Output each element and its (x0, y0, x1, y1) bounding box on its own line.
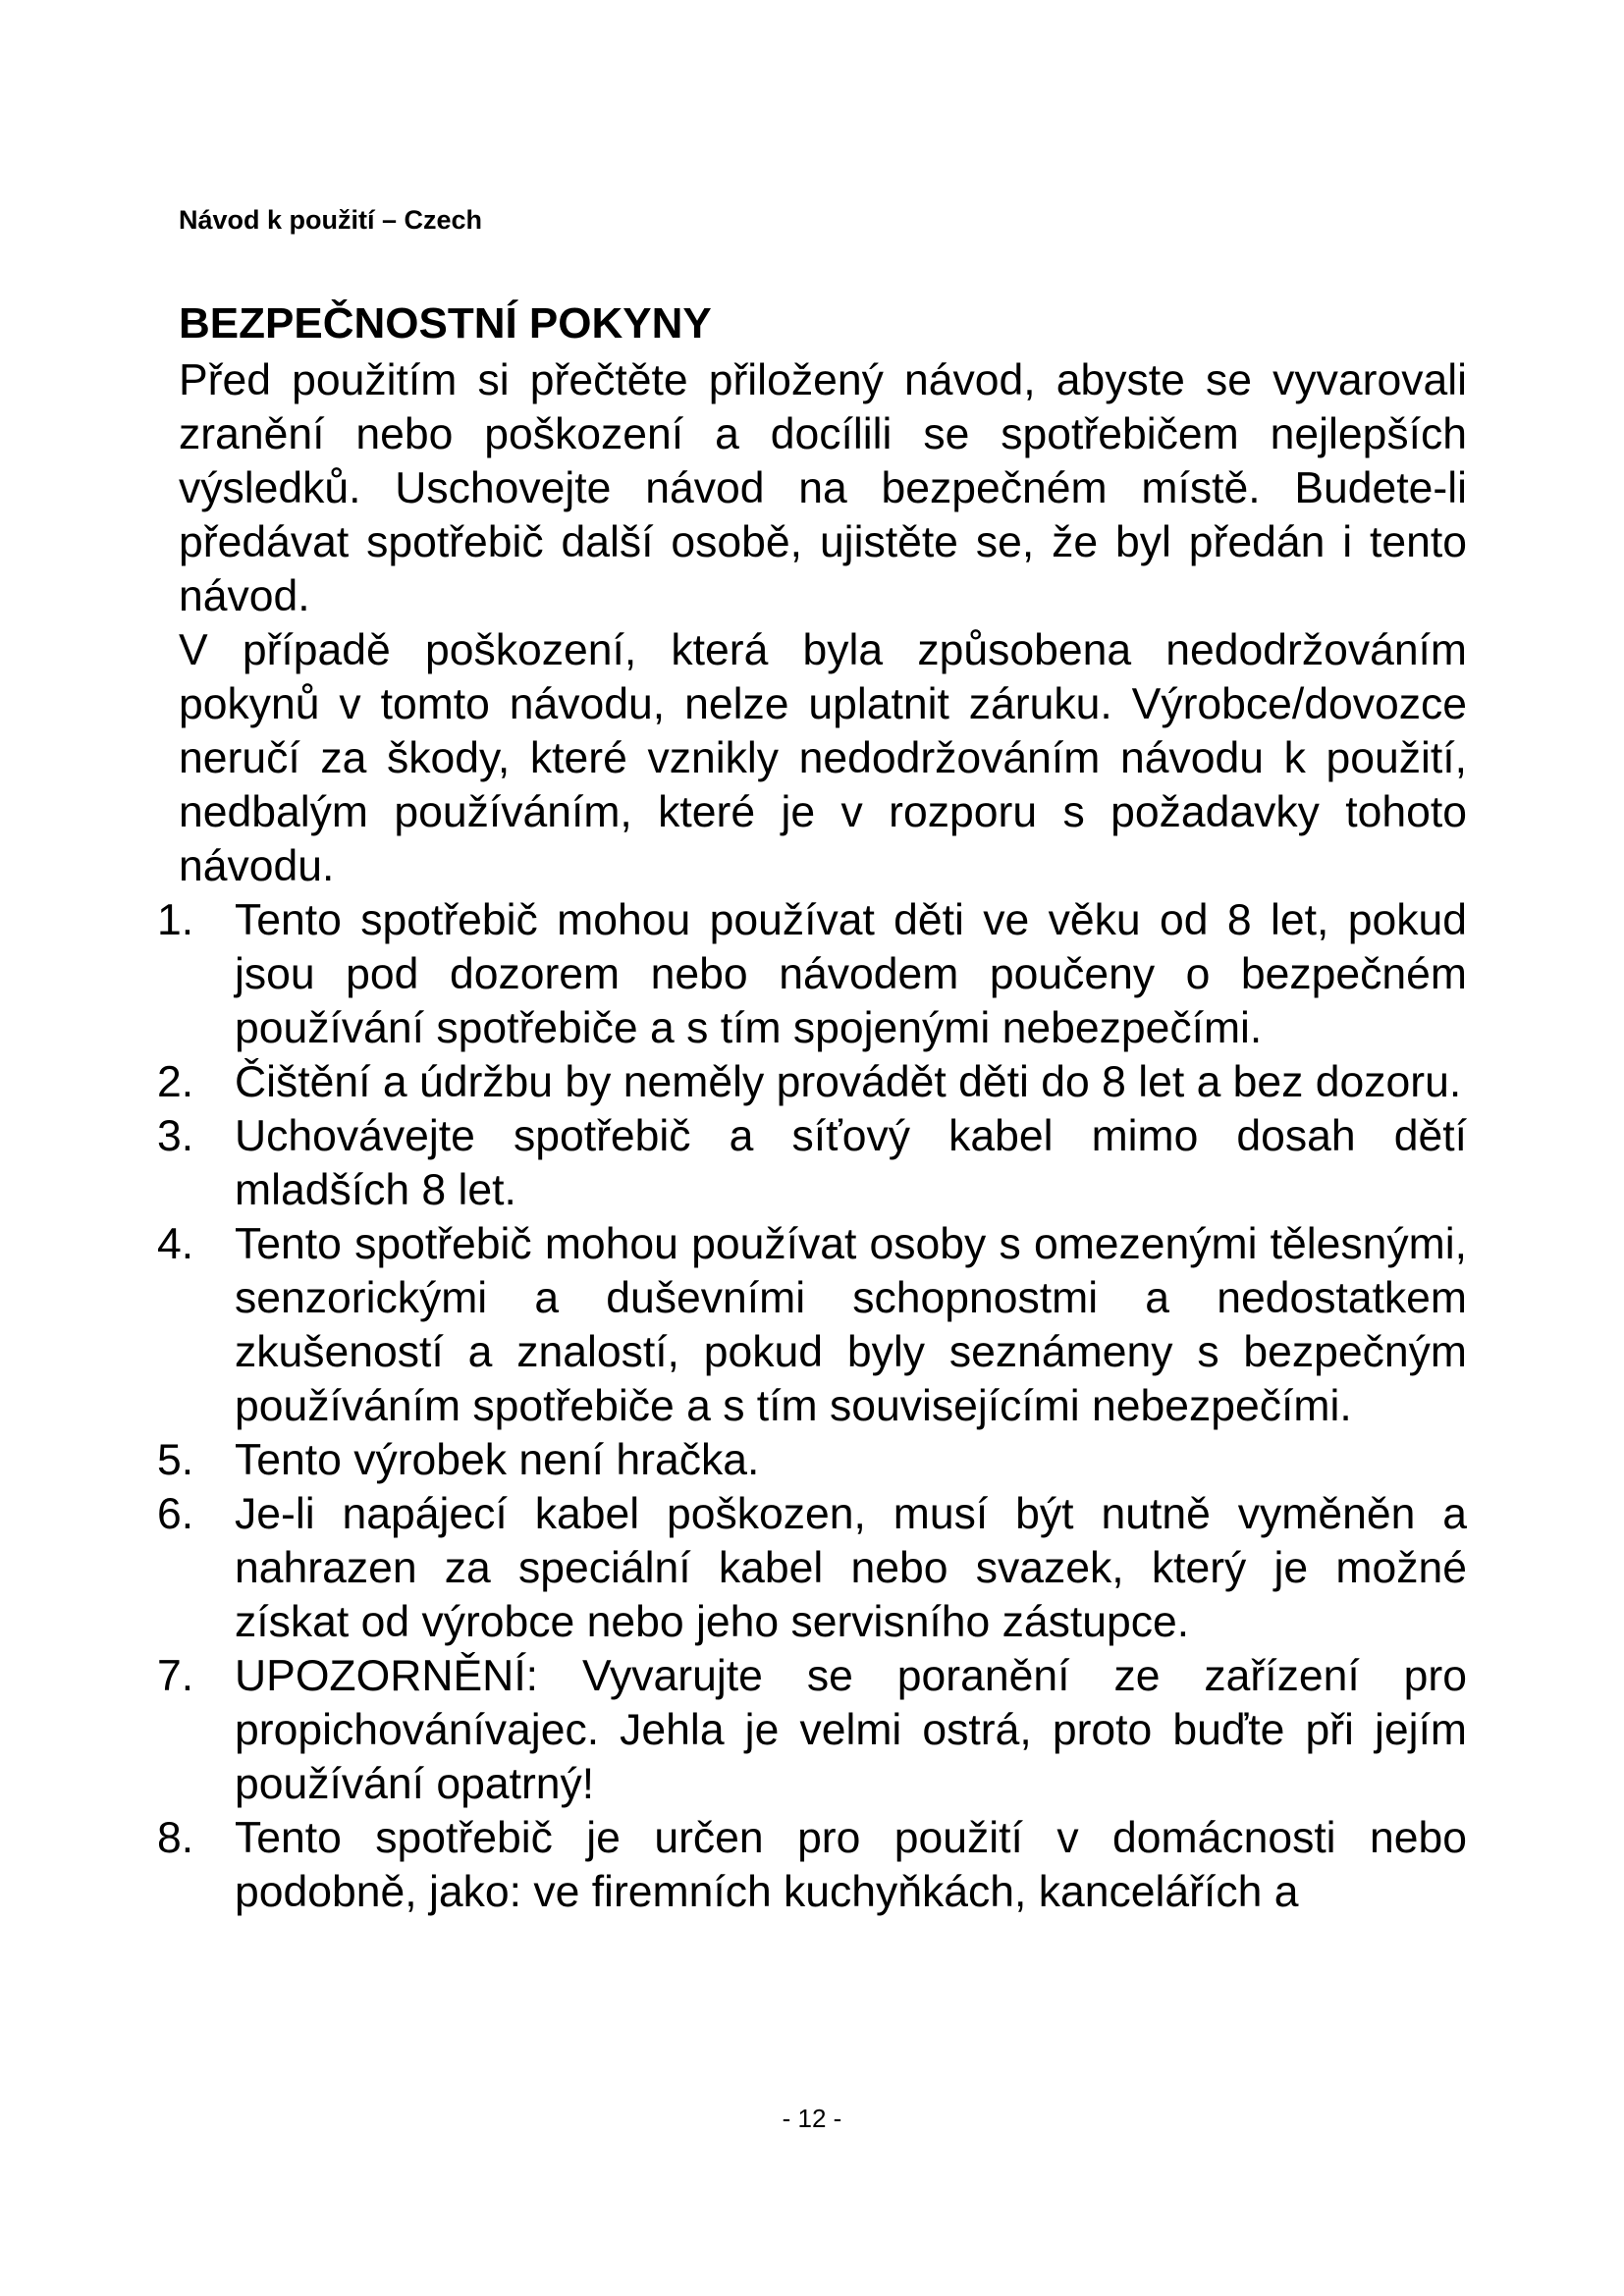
list-item (157, 1433, 1467, 1487)
list-item-text: UPOZORNĚNÍ: Vyvarujte se poranění ze zařízení pro propichovánívajec. Jehla je velmi ostrá, proto buďte při jejím používání opatrný! (235, 1652, 1467, 1808)
list-item-text: Tento spotřebič mohou používat osoby s omezenými tělesnými, senzorickými a duševními schopnostmi a nedostatkem zkušeností a znalostí, pokud byly seznámeny s bezpečným používáním spotřebiče a s tím souvisejícími nebezpečími. (235, 1220, 1467, 1430)
list-item (157, 893, 1467, 1055)
list-item-text: Tento spotřebič mohou používat děti ve věku od 8 let, pokud jsou pod dozorem nebo návodem poučeny o bezpečném používání spotřebiče a s tím spojenými nebezpečími. (235, 896, 1467, 1052)
list-item-text: Tento výrobek není hračka. (235, 1436, 760, 1484)
list-item (157, 1055, 1467, 1109)
warranty-paragraph: V případě poškození, která byla způsobena nedodržováním pokynů v tomto návodu, nelze uplatnit záruku. Výrobce/dovozce neručí za škody, které vznikly nedodržováním návodu k použití, nedbalým používáním, které je v rozporu s požadavky tohoto návodu. (179, 626, 1467, 890)
list-item (157, 1217, 1467, 1433)
intro-paragraph: Před použitím si přečtěte přiložený návod, abyste se vyvarovali zranění nebo poškození a docílili se spotřebičem nejlepších výsledků. Uschovejte návod na bezpečném místě. Budete-li předávat spotřebič další osobě, ujistěte se, že byl předán i tento návod. (179, 356, 1467, 620)
list-item (157, 1811, 1467, 1919)
header-label: Návod k použití – Czech (179, 205, 483, 235)
list-item-number: 3. (157, 1112, 194, 1160)
list-item-number: 2. (157, 1058, 194, 1106)
section-title: BEZPEČNOSTNÍ POKYNY (179, 299, 712, 347)
safety-section (157, 294, 1467, 1919)
list-item-text: Uchovávejte spotřebič a síťový kabel mimo dosah dětí mladších 8 let. (235, 1112, 1467, 1214)
safety-rules-list (157, 893, 1467, 1919)
list-item-number: 4. (157, 1220, 194, 1268)
list-item-text: Je-li napájecí kabel poškozen, musí být nutně vyměněn a nahrazen za speciální kabel nebo svazek, který je možné získat od výrobce nebo jeho servisního zástupce. (235, 1490, 1467, 1646)
list-item-text: Čištění a údržbu by neměly provádět děti do 8 let a bez dozoru. (235, 1058, 1462, 1106)
list-item (157, 1649, 1467, 1811)
list-item-number: 1. (157, 896, 194, 944)
list-item-number: 8. (157, 1814, 194, 1862)
list-item (157, 1109, 1467, 1217)
list-item-number: 5. (157, 1436, 194, 1484)
list-item (157, 1487, 1467, 1649)
list-item-number: 6. (157, 1490, 194, 1538)
page-number: - 12 - (782, 2104, 842, 2133)
list-item-number: 7. (157, 1652, 194, 1700)
list-item-text: Tento spotřebič je určen pro použití v domácnosti nebo podobně, jako: ve firemních kuchyňkách, kancelářích a (235, 1814, 1467, 1916)
